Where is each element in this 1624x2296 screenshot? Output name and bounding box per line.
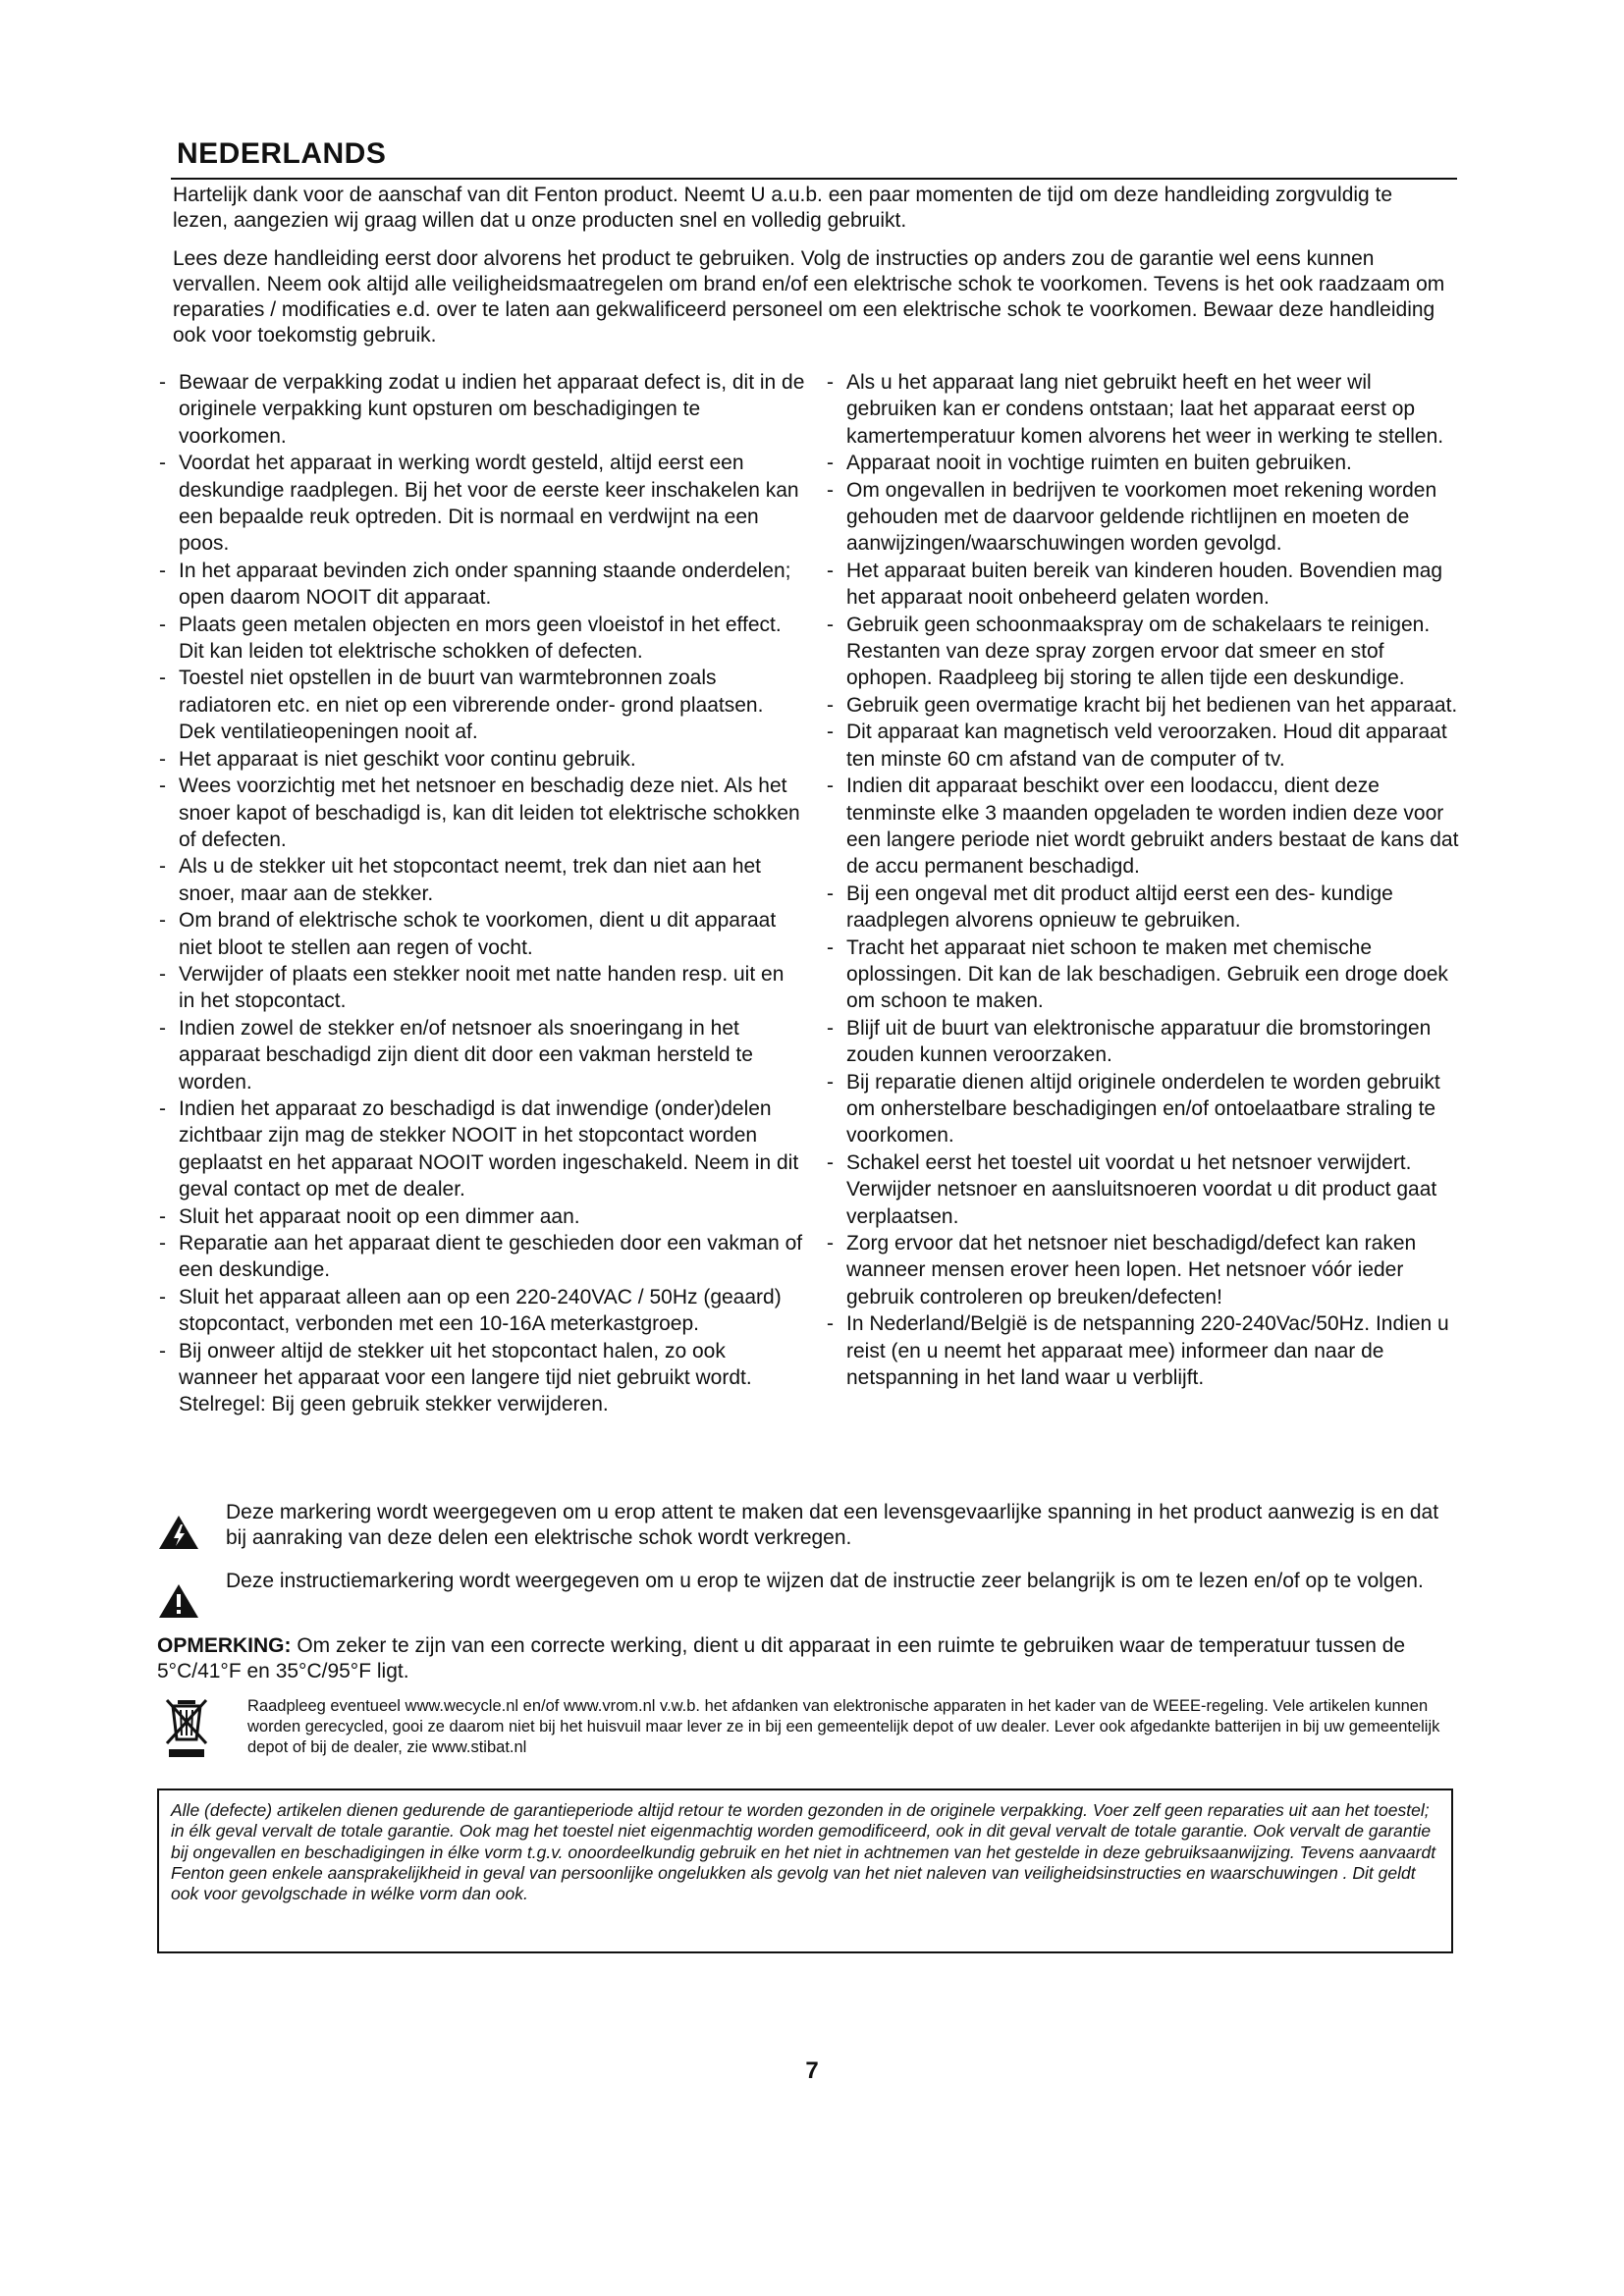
bullet-dash: - xyxy=(159,1096,166,1120)
right-item xyxy=(825,1149,1463,1230)
right-item-text: Het apparaat buiten bereik van kinderen houden. Bovendien mag het apparaat nooit onbeheerd gelaten worden. xyxy=(846,559,1443,610)
left-item xyxy=(157,1284,805,1338)
right-item-text: Zorg ervoor dat het netsnoer niet beschadigd/defect kan raken wanneer mensen erover heen lopen. Het netsnoer vóór ieder gebruik controleren op breuken/defecten! xyxy=(846,1232,1417,1308)
bullet-dash: - xyxy=(159,1339,166,1362)
left-item-text: Reparatie aan het apparaat dient te geschieden door een vakman of een deskundige. xyxy=(179,1232,803,1282)
left-item-text: Sluit het apparaat nooit op een dimmer aan. xyxy=(179,1204,580,1228)
left-item xyxy=(157,907,805,961)
title-divider xyxy=(171,178,1457,180)
bullet-dash: - xyxy=(827,559,834,582)
left-item-text: Indien het apparaat zo beschadigd is dat inwendige (onder)delen zichtbaar zijn mag de stekker NOOIT in het stopcontact worden geplaatst en het apparaat NOOIT worden ingeschakeld. Neem in dit geval contact op met de dealer. xyxy=(179,1096,799,1201)
left-item xyxy=(157,746,805,773)
left-item-text: Het apparaat is niet geschikt voor continu gebruik. xyxy=(179,747,636,771)
left-item-text: In het apparaat bevinden zich onder spanning staande onderdelen; open daarom NOOIT dit apparaat. xyxy=(179,559,791,610)
bullet-dash: - xyxy=(827,1232,834,1255)
bullet-dash: - xyxy=(159,855,166,879)
safety-list-right xyxy=(825,369,1463,1391)
left-item xyxy=(157,665,805,745)
right-item-text: Apparaat nooit in vochtige ruimten en buiten gebruiken. xyxy=(846,452,1352,475)
bullet-dash: - xyxy=(159,559,166,582)
right-item-text: Gebruik geen schoonmaakspray om de schakelaars te reinigen. Restanten van deze spray zorgen ervoor dat smeer en stof ophopen. Raadpleeg bij storing te allen tijde een deskundige. xyxy=(846,613,1431,690)
bullet-dash: - xyxy=(159,962,166,986)
right-item-text: Als u het apparaat lang niet gebruikt heeft en het weer wil gebruiken kan er condens ontstaan; laat het apparaat eerst op kamertemperatuur komen alvorens het weer in werking te stellen. xyxy=(846,371,1444,448)
right-item xyxy=(825,1015,1463,1069)
bullet-dash: - xyxy=(159,667,166,690)
bullet-dash: - xyxy=(827,1016,834,1040)
right-item-text: Tracht het apparaat niet schoon te maken met chemische oplossingen. Dit kan de lak beschadigen. Gebruik een droge doek om schoon te maken. xyxy=(846,935,1448,1013)
bullet-dash: - xyxy=(827,1070,834,1094)
temperature-note xyxy=(157,1633,1463,1684)
safety-column-left xyxy=(157,369,805,1418)
note-text: Om zeker te zijn van een correcte werking, dient u dit apparaat in een ruimte te gebruiken waar de temperatuur tussen de 5°C/41°F en 35°C/95°F ligt. xyxy=(157,1634,1406,1682)
bullet-dash: - xyxy=(827,881,834,905)
bullet-dash: - xyxy=(159,371,166,394)
left-item-text: Toestel niet opstellen in de buurt van warmtebronnen zoals radiatoren etc. en niet op een vibrerende onder- grond plaatsen. Dek ventilatieopeningen nooit af. xyxy=(179,667,764,744)
right-item xyxy=(825,692,1463,719)
left-item-text: Als u de stekker uit het stopcontact neemt, trek dan niet aan het snoer, maar aan de stekker. xyxy=(179,855,762,905)
bullet-dash: - xyxy=(827,693,834,717)
bullet-dash: - xyxy=(159,452,166,475)
safety-column-right xyxy=(825,369,1463,1391)
right-item xyxy=(825,719,1463,773)
right-item-text: Bij reparatie dienen altijd originele onderdelen te worden gebruikt om onherstelbare beschadigingen en/of ontoelaatbare straling te voorkomen. xyxy=(846,1070,1440,1148)
bullet-dash: - xyxy=(827,371,834,394)
right-item-text: Gebruik geen overmatige kracht bij het bedienen van het apparaat. xyxy=(846,693,1458,717)
bullet-dash: - xyxy=(827,1150,834,1174)
left-item xyxy=(157,1230,805,1284)
crossed-bin-icon xyxy=(165,1696,208,1761)
bullet-dash: - xyxy=(827,935,834,959)
left-item-text: Plaats geen metalen objecten en mors geen vloeistof in het effect. Dit kan leiden tot elektrische schokken of defecten. xyxy=(179,613,782,664)
weee-text: Raadpleeg eventueel www.wecycle.nl en/of www.vrom.nl v.w.b. het afdanken van elektronische apparaten in het kader van de WEEE-regeling. Vele artikelen kunnen worden gerecycled, gooi ze daarom niet bij het huisvuil maar lever ze in bij een gemeentelijk depot of uw dealer. Lever ook afgedankte batterijen in bij uw gemeentelijk depot of bij de dealer, zie www.stibat.nl xyxy=(247,1697,1440,1756)
bullet-dash: - xyxy=(159,909,166,933)
right-item-text: Om ongevallen in bedrijven te voorkomen moet rekening worden gehouden met de daarvoor geldende richtlijnen en moeten de aanwijzingen/waarschuwingen worden gevolgd. xyxy=(846,478,1437,556)
bullet-dash: - xyxy=(159,1016,166,1040)
intro-paragraph-1: Hartelijk dank voor de aanschaf van dit Fenton product. Neemt U a.u.b. een paar momenten de tijd om deze handleiding zorgvuldig te lezen, aangezien wij graag willen dat u onze producten snel en volledig gebruikt. xyxy=(173,184,1393,232)
left-item xyxy=(157,1203,805,1230)
left-item-text: Sluit het apparaat alleen aan op een 220-240VAC / 50Hz (geaard) stopcontact, verbonden met een 10-16A meterkastgroep. xyxy=(179,1285,782,1336)
left-item-text: Bij onweer altijd de stekker uit het stopcontact halen, zo ook wanneer het apparaat voor een langere tijd niet gebruikt wordt. Stelregel: Bij geen gebruik stekker verwijderen. xyxy=(179,1339,752,1416)
left-item xyxy=(157,1015,805,1095)
lightning-warning-icon xyxy=(157,1514,200,1551)
left-item xyxy=(157,1095,805,1203)
bullet-dash: - xyxy=(159,1285,166,1308)
right-item xyxy=(825,881,1463,934)
bullet-dash: - xyxy=(827,774,834,798)
right-item-text: Schakel eerst het toestel uit voordat u het netsnoer verwijdert. Verwijder netsnoer en aansluitsnoeren voordat u dit product gaat verplaatsen. xyxy=(846,1150,1437,1228)
left-item xyxy=(157,1338,805,1418)
left-item xyxy=(157,773,805,853)
intro-section xyxy=(173,183,1449,361)
bullet-dash: - xyxy=(159,774,166,798)
right-item-text: In Nederland/België is de netspanning 220-240Vac/50Hz. Indien u reist (en u neemt het apparaat mee) informeer dan naar de netspanning in het land waar u verblijft. xyxy=(846,1312,1449,1390)
bullet-dash: - xyxy=(827,478,834,502)
left-item-text: Verwijder of plaats een stekker nooit met natte handen resp. uit en in het stopcontact. xyxy=(179,962,785,1013)
page-title: NEDERLANDS xyxy=(177,137,387,170)
right-item-text: Indien dit apparaat beschikt over een loodaccu, dient deze tenminste elke 3 maanden opgeladen te worden indien deze voor een langere periode niet wordt gebruikt anders bestaat de kans dat de accu permanent beschadigd. xyxy=(846,774,1459,879)
right-item-text: Dit apparaat kan magnetisch veld veroorzaken. Houd dit apparaat ten minste 60 cm afstand van de computer of tv. xyxy=(846,721,1447,771)
bullet-dash: - xyxy=(827,452,834,475)
right-item xyxy=(825,1230,1463,1310)
right-item xyxy=(825,1310,1463,1391)
note-label: OPMERKING: xyxy=(157,1634,292,1657)
right-item xyxy=(825,558,1463,612)
left-item xyxy=(157,961,805,1015)
voltage-warning-text: Deze markering wordt weergegeven om u erop attent te maken dat een levensgevaarlijke spanning in het product aanwezig is en dat bij aanraking van deze delen een elektrische schok wordt verkregen. xyxy=(226,1501,1439,1549)
instruction-warning-text: Deze instructiemarkering wordt weergegeven om u erop te wijzen dat de instructie zeer belangrijk is om te lezen en/of op te volgen. xyxy=(226,1570,1424,1592)
right-item xyxy=(825,1069,1463,1149)
exclamation-warning-icon xyxy=(157,1582,200,1620)
left-item xyxy=(157,450,805,558)
left-item-text: Bewaar de verpakking zodat u indien het apparaat defect is, dit in de originele verpakking kunt opsturen om beschadigingen te voorkomen. xyxy=(179,371,805,448)
left-item-text: Om brand of elektrische schok te voorkomen, dient u dit apparaat niet bloot te stellen aan regen of vocht. xyxy=(179,909,777,959)
bullet-dash: - xyxy=(827,721,834,744)
right-item xyxy=(825,612,1463,692)
bullet-dash: - xyxy=(159,1204,166,1228)
left-item-text: Wees voorzichtig met het netsnoer en beschadig deze niet. Als het snoer kapot of beschadigd is, kan dit leiden tot elektrische schokken of defecten. xyxy=(179,774,800,851)
left-item xyxy=(157,853,805,907)
intro-paragraph-2: Lees deze handleiding eerst door alvorens het product te gebruiken. Volg de instructies op anders zou de garantie wel eens kunnen vervallen. Neem ook altijd alle veiligheidsmaatregelen om brand en/of een elektrische schok te voorkomen. Tevens is het ook raadzaam om reparaties / modificaties e.d. over te laten aan gekwalificeerd personeel om een elektrische schok te voorkomen. Bewaar deze handleiding ook voor toekomstig gebruik. xyxy=(173,247,1445,347)
left-item xyxy=(157,612,805,666)
right-item xyxy=(825,477,1463,558)
left-item-text: Indien zowel de stekker en/of netsnoer als snoeringang in het apparaat beschadigd zijn dient dit door een vakman hersteld te worden. xyxy=(179,1016,753,1094)
right-item-text: Bij een ongeval met dit product altijd eerst een des- kundige raadplegen alvorens opnieuw te gebruiken. xyxy=(846,881,1393,933)
bullet-dash: - xyxy=(159,613,166,636)
right-item xyxy=(825,934,1463,1015)
page-number: 7 xyxy=(805,2057,819,2084)
right-item xyxy=(825,773,1463,881)
guarantee-box: Alle (defecte) artikelen dienen gedurende de garantieperiode altijd retour te worden gezonden in de originele verpakking. Voer zelf geen reparaties uit aan het toestel; in élk geval vervalt de totale garantie. Ook mag het toestel niet eigenmachtig worden gemodificeerd, ook in dit geval vervalt de totale garantie. Ook vervalt de garantie bij ongevallen en beschadigingen in élke vorm t.g.v. onoordeelkundig gebruik en het niet in achtnemen van het gestelde in deze gebruiksaanwijzing. Tevens aanvaardt Fenton geen enkele aansprakelijkheid in geval van persoonlijke ongelukken als gevolg van het niet naleven van veiligheidsinstructies en waarschuwingen . Dit geldt ook voor gevolgschade in wélke vorm dan ook. xyxy=(157,1789,1453,1953)
right-item xyxy=(825,369,1463,450)
bullet-dash: - xyxy=(827,1312,834,1336)
left-item xyxy=(157,558,805,612)
bullet-dash: - xyxy=(159,747,166,771)
left-item xyxy=(157,369,805,450)
safety-list-left xyxy=(157,369,805,1418)
left-item-text: Voordat het apparaat in werking wordt gesteld, altijd eerst een deskundige raadplegen. Bij het voor de eerste keer inschakelen kan een bepaalde reuk optreden. Dit is normaal en verdwijnt na een poos. xyxy=(179,452,799,556)
bullet-dash: - xyxy=(159,1232,166,1255)
right-item xyxy=(825,450,1463,476)
right-item-text: Blijf uit de buurt van elektronische apparatuur die bromstoringen zouden kunnen veroorzaken. xyxy=(846,1016,1432,1067)
bullet-dash: - xyxy=(827,613,834,636)
